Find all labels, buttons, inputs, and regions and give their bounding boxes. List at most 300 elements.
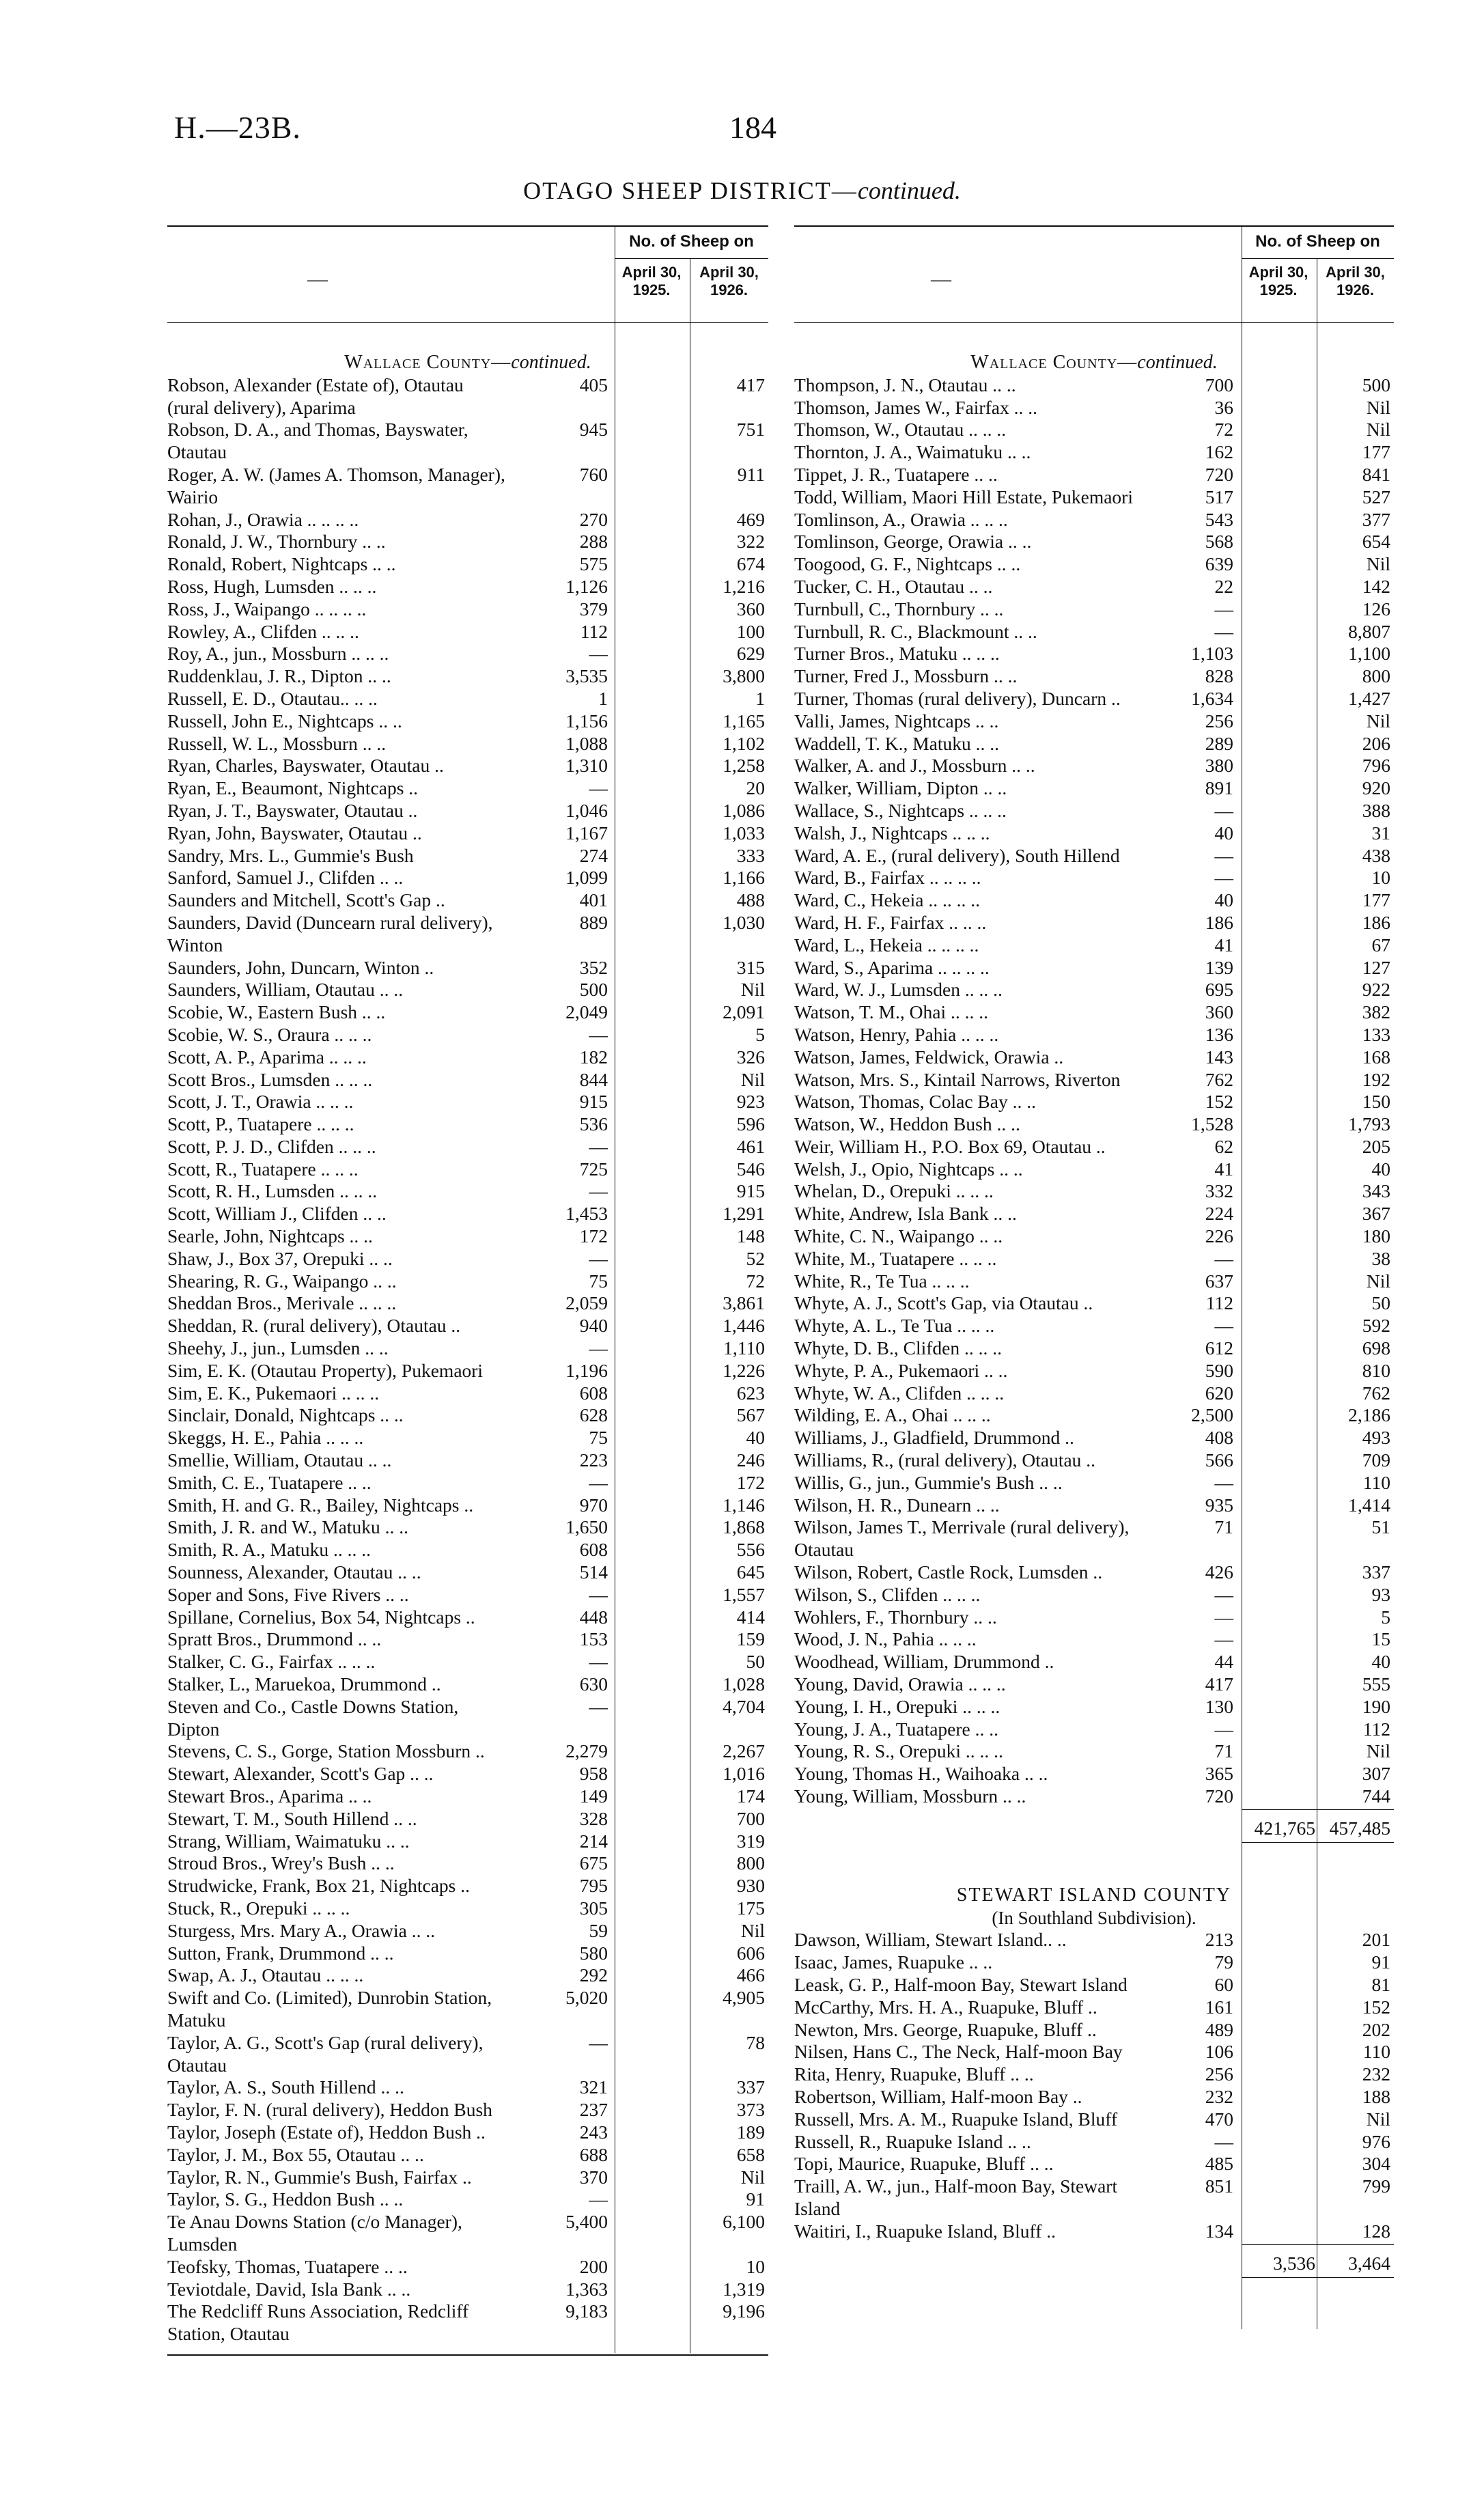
holder-name bbox=[167, 2188, 598, 2211]
table-row bbox=[167, 822, 768, 845]
sheep-1925: — bbox=[589, 777, 608, 799]
table-row bbox=[794, 822, 1394, 845]
header-dash: — bbox=[931, 268, 951, 290]
table-row bbox=[794, 1360, 1394, 1382]
holder-name bbox=[794, 1763, 1224, 1785]
table-row bbox=[794, 2175, 1394, 2220]
sheep-1925: 620 bbox=[1205, 1382, 1233, 1404]
sheep-1926: 744 bbox=[1362, 1785, 1390, 1807]
table-row bbox=[794, 889, 1394, 912]
sheep-1925: 935 bbox=[1205, 1494, 1233, 1516]
sheep-1925: 725 bbox=[579, 1158, 608, 1180]
holder-name-text: Waddell, T. K., Matuku .. .. bbox=[794, 732, 999, 754]
holder-name-text: Strang, William, Waimatuku .. .. bbox=[167, 1830, 410, 1852]
holder-name bbox=[794, 397, 1224, 419]
holder-name bbox=[167, 1852, 598, 1875]
holder-name bbox=[794, 1225, 1224, 1248]
holder-name-text: Whyte, A. L., Te Tua .. .. .. bbox=[794, 1315, 995, 1337]
table-row bbox=[794, 912, 1394, 934]
table-row bbox=[794, 1001, 1394, 1024]
sheep-1925: — bbox=[589, 1180, 608, 1202]
holder-name-text: White, R., Te Tua .. .. .. bbox=[794, 1270, 970, 1292]
sheep-1926: Nil bbox=[1366, 2108, 1390, 2130]
holder-name bbox=[167, 1628, 598, 1651]
holder-name-text: Williams, J., Gladfield, Drummond .. bbox=[794, 1427, 1074, 1449]
sheep-1926: 93 bbox=[1371, 1583, 1390, 1605]
sheep-1925: 256 bbox=[1205, 2063, 1233, 2085]
holder-name-text: Stuck, R., Orepuki .. .. .. bbox=[167, 1897, 350, 1919]
holder-name bbox=[794, 957, 1224, 979]
holder-name-text: Taylor, J. M., Box 55, Otautau .. .. bbox=[167, 2143, 424, 2165]
holder-name bbox=[794, 912, 1224, 934]
holder-name-text: Taylor, A. G., Scott's Gap (rural delivery), bbox=[167, 2031, 484, 2053]
sheep-1926: 800 bbox=[736, 1852, 765, 1874]
holder-name bbox=[794, 1382, 1224, 1405]
table-row bbox=[794, 1651, 1394, 1673]
sheep-1926: 1 bbox=[755, 687, 765, 709]
total-1926: 3,464 bbox=[1348, 2252, 1390, 2274]
table-row bbox=[167, 1785, 768, 1808]
holder-name-text: Sheddan Bros., Merivale .. .. .. bbox=[167, 1292, 397, 1314]
holder-name bbox=[794, 2063, 1224, 2086]
sheep-1925: 153 bbox=[579, 1628, 608, 1650]
sheep-1926: 1,226 bbox=[723, 1359, 765, 1381]
sheep-1926: 232 bbox=[1362, 2063, 1390, 2085]
sheep-1925: 2,059 bbox=[565, 1292, 608, 1314]
holder-name-text: Scott Bros., Lumsden .. .. .. bbox=[167, 1068, 373, 1090]
holder-name-text: Turnbull, C., Thornbury .. .. bbox=[794, 598, 1004, 619]
sheep-1925: 5,400 bbox=[565, 2211, 608, 2233]
sheep-1925: — bbox=[1214, 1315, 1233, 1337]
sheep-1926: 527 bbox=[1362, 486, 1390, 507]
holder-name bbox=[167, 1987, 598, 2032]
sheep-1926: 976 bbox=[1362, 2130, 1390, 2152]
holder-name bbox=[794, 1951, 1224, 1974]
holder-name-text: Scobie, W. S., Oraura .. .. .. bbox=[167, 1023, 372, 1045]
sheep-1925: 292 bbox=[579, 1964, 608, 1986]
holder-name-text: Spratt Bros., Drummond .. .. bbox=[167, 1628, 382, 1650]
holder-name-text: Saunders and Mitchell, Scott's Gap .. bbox=[167, 889, 445, 911]
sheep-1925: 321 bbox=[579, 2076, 608, 2098]
holder-name-text: Toogood, G. F., Nightcaps .. .. bbox=[794, 553, 1021, 575]
sheep-1925: 112 bbox=[580, 620, 608, 642]
table-row bbox=[167, 2144, 768, 2167]
sheep-1925: — bbox=[589, 2188, 608, 2210]
holder-name bbox=[167, 867, 598, 889]
sheep-1925: 580 bbox=[579, 1942, 608, 1964]
table-row bbox=[794, 576, 1394, 598]
holder-name bbox=[167, 957, 598, 979]
holder-name-text: Weir, William H., P.O. Box 69, Otautau .. bbox=[794, 1135, 1106, 1157]
holder-name bbox=[794, 777, 1224, 800]
sheep-1925: 1,650 bbox=[565, 1516, 608, 1538]
table-row bbox=[167, 1897, 768, 1920]
holder-name bbox=[794, 1718, 1224, 1741]
sheep-1926: Nil bbox=[740, 1919, 765, 1941]
holder-name-text: Thomson, James W., Fairfax .. .. bbox=[794, 396, 1037, 418]
table-row bbox=[167, 419, 768, 464]
sheep-1926: 2,091 bbox=[723, 1001, 765, 1023]
table-row bbox=[167, 1606, 768, 1629]
sheep-1925: 1 bbox=[598, 687, 608, 709]
holder-name bbox=[794, 1929, 1224, 1951]
sheep-1926: 911 bbox=[737, 463, 765, 485]
holder-name bbox=[167, 1808, 598, 1830]
holder-name bbox=[794, 1292, 1224, 1315]
holder-name bbox=[167, 1942, 598, 1965]
holder-name bbox=[794, 2108, 1224, 2131]
sheep-1926: 1,016 bbox=[723, 1763, 765, 1785]
sheep-1925: 2,500 bbox=[1191, 1404, 1233, 1426]
holder-name bbox=[167, 598, 598, 621]
table-row bbox=[167, 1024, 768, 1046]
sheep-1926: 1,165 bbox=[723, 710, 765, 732]
sheep-1925: 720 bbox=[1205, 463, 1233, 485]
table-row bbox=[167, 1158, 768, 1181]
holder-name-text: Ross, Hugh, Lumsden .. .. .. bbox=[167, 575, 377, 597]
holder-name bbox=[167, 374, 598, 419]
holder-name bbox=[167, 576, 598, 598]
table-row bbox=[167, 2099, 768, 2121]
table-row bbox=[794, 1382, 1394, 1405]
sheep-1926: 148 bbox=[736, 1225, 765, 1247]
sheep-1925: 5,020 bbox=[565, 1987, 608, 2009]
holder-name-text: Topi, Maurice, Ruapuke, Bluff .. .. bbox=[794, 2153, 1054, 2175]
holder-name-text: Wood, J. N., Pahia .. .. .. bbox=[794, 1628, 977, 1650]
holder-name-text: Smith, C. E., Tuatapere .. .. bbox=[167, 1471, 372, 1493]
holder-name-text: Ross, J., Waipango .. .. .. .. bbox=[167, 598, 367, 619]
holder-name-text: Robson, Alexander (Estate of), Otautau bbox=[167, 374, 464, 395]
holder-name-text: Walsh, J., Nightcaps .. .. .. bbox=[794, 822, 990, 844]
table-row bbox=[167, 979, 768, 1001]
header-col2: April 30, 1926. bbox=[1326, 264, 1385, 298]
holder-name-text: Robertson, William, Half-moon Bay .. bbox=[794, 2085, 1082, 2107]
holder-name-text: Russell, E. D., Otautau.. .. .. bbox=[167, 687, 378, 709]
sheep-1926: 698 bbox=[1362, 1337, 1390, 1359]
sheep-1926: 1,427 bbox=[1348, 687, 1390, 709]
sheep-1925: 213 bbox=[1205, 1929, 1233, 1951]
holder-name bbox=[167, 1920, 598, 1942]
table-row bbox=[794, 531, 1394, 553]
sheep-1926: 10 bbox=[1371, 867, 1390, 889]
sheep-1926: 382 bbox=[1362, 1001, 1390, 1023]
sheep-1925: 612 bbox=[1205, 1337, 1233, 1359]
table-row bbox=[794, 845, 1394, 867]
sheep-1926: 337 bbox=[736, 2076, 765, 2098]
sheep-1926: 40 bbox=[746, 1427, 765, 1449]
holder-name-text: Steven and Co., Castle Downs Station, bbox=[167, 1695, 459, 1717]
holder-name-text: Watson, James, Feldwick, Orawia .. bbox=[794, 1046, 1064, 1068]
sheep-1925: 1,363 bbox=[565, 2278, 608, 2300]
table-row bbox=[794, 1203, 1394, 1225]
holder-name bbox=[167, 2167, 598, 2189]
holder-name-text: Todd, William, Maori Hill Estate, Pukemaori bbox=[794, 486, 1133, 507]
sheep-1925: — bbox=[589, 643, 608, 665]
sheep-1926: 110 bbox=[1362, 2041, 1390, 2063]
sheep-1925: 675 bbox=[579, 1852, 608, 1874]
table-row bbox=[167, 1987, 768, 2032]
sheep-1925: 379 bbox=[579, 598, 608, 619]
holder-name-continuation: Lumsden bbox=[167, 2233, 238, 2255]
sheep-1926: 150 bbox=[1362, 1091, 1390, 1113]
holder-name-text: Swap, A. J., Otautau .. .. .. bbox=[167, 1964, 364, 1986]
holder-name bbox=[794, 1203, 1224, 1225]
sheep-1925: 940 bbox=[579, 1315, 608, 1337]
holder-name-text: Ryan, John, Bayswater, Otautau .. bbox=[167, 822, 422, 844]
sheep-1926: 920 bbox=[1362, 777, 1390, 799]
table-row bbox=[167, 2279, 768, 2301]
table-row bbox=[794, 957, 1394, 979]
holder-name bbox=[794, 1673, 1224, 1696]
table-row bbox=[794, 1561, 1394, 1584]
title-main: OTAGO SHEEP DISTRICT— bbox=[523, 177, 858, 204]
holder-name bbox=[794, 2086, 1224, 2108]
holder-name-text: Willis, G., jun., Gummie's Bush .. .. bbox=[794, 1471, 1063, 1493]
holder-name bbox=[167, 912, 598, 957]
holder-name-continuation: Otautau bbox=[167, 441, 227, 463]
sheep-1925: 851 bbox=[1205, 2175, 1233, 2197]
sheep-1926: 246 bbox=[736, 1449, 765, 1471]
holder-name bbox=[794, 665, 1224, 688]
table-row bbox=[794, 2086, 1394, 2108]
sheep-1925: 566 bbox=[1205, 1449, 1233, 1471]
sheep-1925: 256 bbox=[1205, 710, 1233, 732]
holder-name-text: Rita, Henry, Ruapuke, Bluff .. .. bbox=[794, 2063, 1034, 2085]
holder-name-text: Wilding, E. A., Ohai .. .. .. bbox=[794, 1404, 991, 1426]
sheep-1926: 841 bbox=[1362, 463, 1390, 485]
sheep-1926: 466 bbox=[736, 1964, 765, 1986]
sheep-1926: Nil bbox=[1366, 419, 1390, 441]
sheep-1925: — bbox=[589, 1471, 608, 1493]
holder-name bbox=[167, 1561, 598, 1584]
holder-name-text: Valli, James, Nightcaps .. .. bbox=[794, 710, 999, 732]
sheep-1926: 645 bbox=[736, 1561, 765, 1583]
sheep-1926: 159 bbox=[736, 1628, 765, 1650]
table-row bbox=[167, 1920, 768, 1942]
holder-name bbox=[167, 1113, 598, 1136]
holder-name-text: Newton, Mrs. George, Ruapuke, Bluff .. bbox=[794, 2018, 1097, 2040]
table-row bbox=[167, 800, 768, 822]
holder-name-text: Scott, R. H., Lumsden .. .. .. bbox=[167, 1180, 378, 1202]
sheep-1926: 546 bbox=[736, 1158, 765, 1180]
holder-name-text: Roger, A. W. (James A. Thomson, Manager), bbox=[167, 463, 505, 485]
sheep-1925: — bbox=[1214, 1471, 1233, 1493]
holder-name bbox=[794, 1427, 1224, 1449]
sheep-1926: 40 bbox=[1371, 1158, 1390, 1180]
holder-name-text: Teviotdale, David, Isla Bank .. .. bbox=[167, 2278, 411, 2300]
sheep-1925: 426 bbox=[1205, 1561, 1233, 1583]
sheep-1925: 60 bbox=[1214, 1973, 1233, 1995]
sheep-1926: 488 bbox=[736, 889, 765, 911]
sheep-1925: 274 bbox=[579, 844, 608, 866]
table-row bbox=[167, 2256, 768, 2279]
sheep-1925: 139 bbox=[1205, 956, 1233, 978]
holder-name bbox=[167, 1763, 598, 1785]
holder-name bbox=[794, 1974, 1224, 1996]
holder-name bbox=[167, 1696, 598, 1741]
sheep-1925: — bbox=[1214, 799, 1233, 821]
table-row bbox=[794, 1718, 1394, 1741]
table-row bbox=[167, 1180, 768, 1203]
sheep-1926: 126 bbox=[1362, 598, 1390, 619]
table-row bbox=[167, 1427, 768, 1449]
sheep-1926: 1,258 bbox=[723, 755, 765, 777]
table-row bbox=[167, 1740, 768, 1763]
holder-name bbox=[167, 1539, 598, 1561]
holder-name-text: Waitiri, I., Ruapuke Island, Bluff .. bbox=[794, 2220, 1056, 2242]
sheep-1926: 930 bbox=[736, 1875, 765, 1897]
holder-name bbox=[167, 665, 598, 688]
sheep-1926: 40 bbox=[1371, 1651, 1390, 1673]
holder-name-text: Soper and Sons, Five Rivers .. .. bbox=[167, 1583, 409, 1605]
holder-name bbox=[794, 531, 1224, 553]
sheep-1925: 891 bbox=[1205, 777, 1233, 799]
holder-name bbox=[794, 800, 1224, 822]
table-row bbox=[167, 957, 768, 979]
holder-name bbox=[167, 643, 598, 665]
sheep-1925: 688 bbox=[579, 2143, 608, 2165]
holder-name bbox=[794, 2041, 1224, 2063]
holder-name bbox=[167, 1091, 598, 1113]
sheep-1925: 536 bbox=[579, 1113, 608, 1135]
table-row bbox=[794, 733, 1394, 755]
sheep-1926: 177 bbox=[1362, 889, 1390, 911]
sheep-1925: — bbox=[1214, 1628, 1233, 1650]
holder-name-text: Taylor, F. N. (rural delivery), Heddon Bush bbox=[167, 2099, 492, 2121]
sheep-1926: 4,704 bbox=[723, 1695, 765, 1717]
holder-name-text: Dawson, William, Stewart Island.. .. bbox=[794, 1929, 1067, 1951]
sheep-1926: Nil bbox=[1366, 1740, 1390, 1762]
sheep-1926: 333 bbox=[736, 844, 765, 866]
table-row bbox=[167, 1091, 768, 1113]
holder-name bbox=[794, 889, 1224, 912]
holder-name-text: Teofsky, Thomas, Tuatapere .. .. bbox=[167, 2255, 408, 2277]
holder-name bbox=[794, 1315, 1224, 1337]
sheep-1926: 15 bbox=[1371, 1628, 1390, 1650]
holder-name bbox=[167, 1337, 598, 1360]
holder-name-text: Wohlers, F., Thornbury .. .. bbox=[794, 1606, 997, 1628]
holder-name bbox=[794, 1001, 1224, 1024]
table-row bbox=[167, 777, 768, 800]
table-row bbox=[167, 464, 768, 509]
sheep-1926: 922 bbox=[1362, 979, 1390, 1001]
sheep-1925: 237 bbox=[579, 2099, 608, 2121]
holder-name bbox=[167, 1046, 598, 1069]
holder-name bbox=[167, 1516, 598, 1539]
table-row bbox=[794, 1584, 1394, 1606]
table-row bbox=[167, 1069, 768, 1091]
holder-name bbox=[167, 2300, 598, 2345]
table-row bbox=[794, 1225, 1394, 1248]
sheep-1926: 142 bbox=[1362, 575, 1390, 597]
holder-name-text: Whelan, D., Orepuki .. .. .. bbox=[794, 1180, 994, 1202]
sheep-1925: 1,099 bbox=[565, 867, 608, 889]
holder-name bbox=[167, 1897, 598, 1920]
holder-name bbox=[167, 688, 598, 710]
sheep-1925: — bbox=[589, 1651, 608, 1673]
holder-name bbox=[167, 1449, 598, 1472]
sheep-1926: 1,319 bbox=[723, 2278, 765, 2300]
sheep-1926: 304 bbox=[1362, 2153, 1390, 2175]
table-row bbox=[794, 464, 1394, 486]
sheep-1925: 172 bbox=[579, 1225, 608, 1247]
sheep-1925: 485 bbox=[1205, 2153, 1233, 2175]
table-row bbox=[794, 509, 1394, 531]
holder-name-text: Turner, Thomas (rural delivery), Duncarn .. bbox=[794, 687, 1121, 709]
table-row bbox=[167, 1382, 768, 1405]
holder-name-text: Shearing, R. G., Waipango .. .. bbox=[167, 1270, 397, 1292]
sheep-1926: 175 bbox=[736, 1897, 765, 1919]
sheep-1926: 438 bbox=[1362, 844, 1390, 866]
holder-name-text: Wilson, H. R., Dunearn .. .. bbox=[794, 1494, 1000, 1516]
table-row bbox=[794, 1606, 1394, 1629]
sheep-1925: 1,310 bbox=[565, 755, 608, 777]
holder-name bbox=[794, 1046, 1224, 1069]
holder-name bbox=[167, 1606, 598, 1629]
table-row bbox=[167, 912, 768, 957]
sheep-1926: 31 bbox=[1371, 822, 1390, 844]
sheep-1925: 224 bbox=[1205, 1203, 1233, 1225]
sheep-1926: 810 bbox=[1362, 1359, 1390, 1381]
sheep-1926: 417 bbox=[736, 374, 765, 395]
holder-name-text: Stalker, L., Maruekoa, Drummond .. bbox=[167, 1673, 441, 1695]
holder-name bbox=[794, 755, 1224, 777]
sheep-1925: 380 bbox=[1205, 755, 1233, 777]
sheep-1925: 22 bbox=[1214, 575, 1233, 597]
holder-name-continuation: Otautau bbox=[794, 1539, 854, 1561]
table-row bbox=[794, 1136, 1394, 1158]
holder-name bbox=[794, 934, 1224, 957]
sheep-1926: 112 bbox=[1362, 1718, 1390, 1740]
header-col2: April 30, 1926. bbox=[699, 264, 759, 298]
holder-name bbox=[794, 1651, 1224, 1673]
holder-name-text: Sim, E. K., Pukemaori .. .. .. bbox=[167, 1382, 380, 1404]
table-row bbox=[794, 643, 1394, 665]
holder-name-text: Ruddenklau, J. R., Dipton .. .. bbox=[167, 665, 391, 687]
holder-name-text: Scott, J. T., Orawia .. .. .. bbox=[167, 1091, 354, 1113]
sheep-1925: 182 bbox=[579, 1046, 608, 1068]
table-row bbox=[794, 1951, 1394, 1974]
sheep-1925: 161 bbox=[1205, 1996, 1233, 2018]
holder-name-text: Scott, R., Tuatapere .. .. .. bbox=[167, 1158, 359, 1180]
county-total-row bbox=[794, 1808, 1394, 1843]
sheep-1925: 352 bbox=[579, 956, 608, 978]
sheep-1925: 232 bbox=[1205, 2085, 1233, 2107]
holder-name bbox=[167, 2121, 598, 2144]
sheep-1926: Nil bbox=[1366, 710, 1390, 732]
sheep-1925: 72 bbox=[1214, 419, 1233, 441]
holder-name bbox=[167, 2099, 598, 2121]
table-row bbox=[167, 1584, 768, 1606]
holder-name bbox=[167, 1180, 598, 1203]
sheep-1925: 1,453 bbox=[565, 1203, 608, 1225]
sheep-1925: 223 bbox=[579, 1449, 608, 1471]
sheep-1925: 1,103 bbox=[1191, 643, 1233, 665]
header-dash: — bbox=[307, 268, 328, 290]
sheep-1926: 414 bbox=[736, 1606, 765, 1628]
table-row bbox=[167, 1225, 768, 1248]
section-title: Wallace County—continued. bbox=[344, 352, 591, 373]
sheep-1926: 623 bbox=[736, 1382, 765, 1404]
sheep-1926: 100 bbox=[736, 620, 765, 642]
sheep-1925: 332 bbox=[1205, 1180, 1233, 1202]
sheep-1926: 307 bbox=[1362, 1763, 1390, 1785]
sheep-1926: 3,861 bbox=[723, 1292, 765, 1314]
holder-name-text: Taylor, Joseph (Estate of), Heddon Bush .. bbox=[167, 2121, 486, 2143]
holder-name-text: Watson, T. M., Ohai .. .. .. bbox=[794, 1001, 988, 1023]
table-row bbox=[167, 1808, 768, 1830]
holder-name-text: Wilson, S., Clifden .. .. .. bbox=[794, 1583, 981, 1605]
